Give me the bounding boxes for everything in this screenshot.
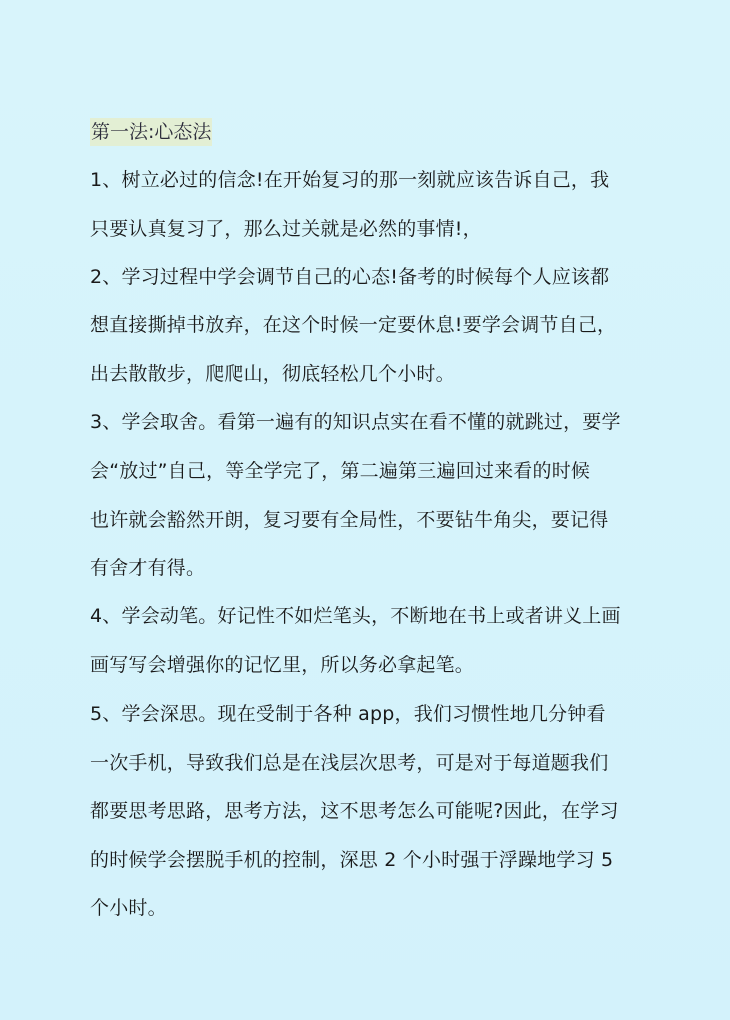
paragraph-4-line-2: 画写写会增强你的记忆里，所以务必拿起笔。 (90, 654, 475, 676)
paragraph-2-line-2: 想直接撕掉书放弃，在这个时候一定要休息!要学会调节自己， (90, 314, 617, 336)
paragraph-1-line-2: 只要认真复习了，那么过关就是必然的事情!， (90, 218, 482, 240)
paragraph-5-line-3: 都要思考思路，思考方法，这不思考怎么可能呢?因此，在学习 (90, 800, 619, 822)
section-heading: 第一法:心态法 (90, 118, 212, 146)
paragraph-5-line-2: 一次手机，导致我们总是在浅层次思考，可是对于每道题我们 (90, 752, 609, 774)
paragraph-2-line-3: 出去散散步，爬爬山，彻底轻松几个小时。 (90, 363, 455, 385)
paragraph-5-line-5: 个小时。 (90, 897, 167, 919)
paragraph-4-line-1: 4、学会动笔。好记性不如烂笔头，不断地在书上或者讲义上画 (90, 605, 621, 627)
paragraph-5-line-4: 的时候学会摆脱手机的控制，深思 2 个小时强于浮躁地学习 5 (90, 849, 614, 871)
paragraph-3-line-4: 有舍才有得。 (90, 557, 206, 579)
paragraph-2-line-1: 2、学习过程中学会调节自己的心态!备考的时候每个人应该都 (90, 266, 610, 288)
paragraph-5-line-1: 5、学会深思。现在受制于各种 app，我们习惯性地几分钟看 (90, 703, 606, 725)
paragraph-3-line-1: 3、学会取舍。看第一遍有的知识点实在看不懂的就跳过，要学 (90, 411, 621, 433)
paragraph-1-line-1: 1、树立必过的信念!在开始复习的那一刻就应该告诉自己，我 (90, 169, 610, 191)
paragraph-3-line-2: 会“放过”自己，等全学完了，第二遍第三遍回过来看的时候 (90, 460, 591, 482)
paragraph-3-line-3: 也许就会豁然开朗，复习要有全局性，不要钻牛角尖，要记得 (90, 509, 609, 531)
